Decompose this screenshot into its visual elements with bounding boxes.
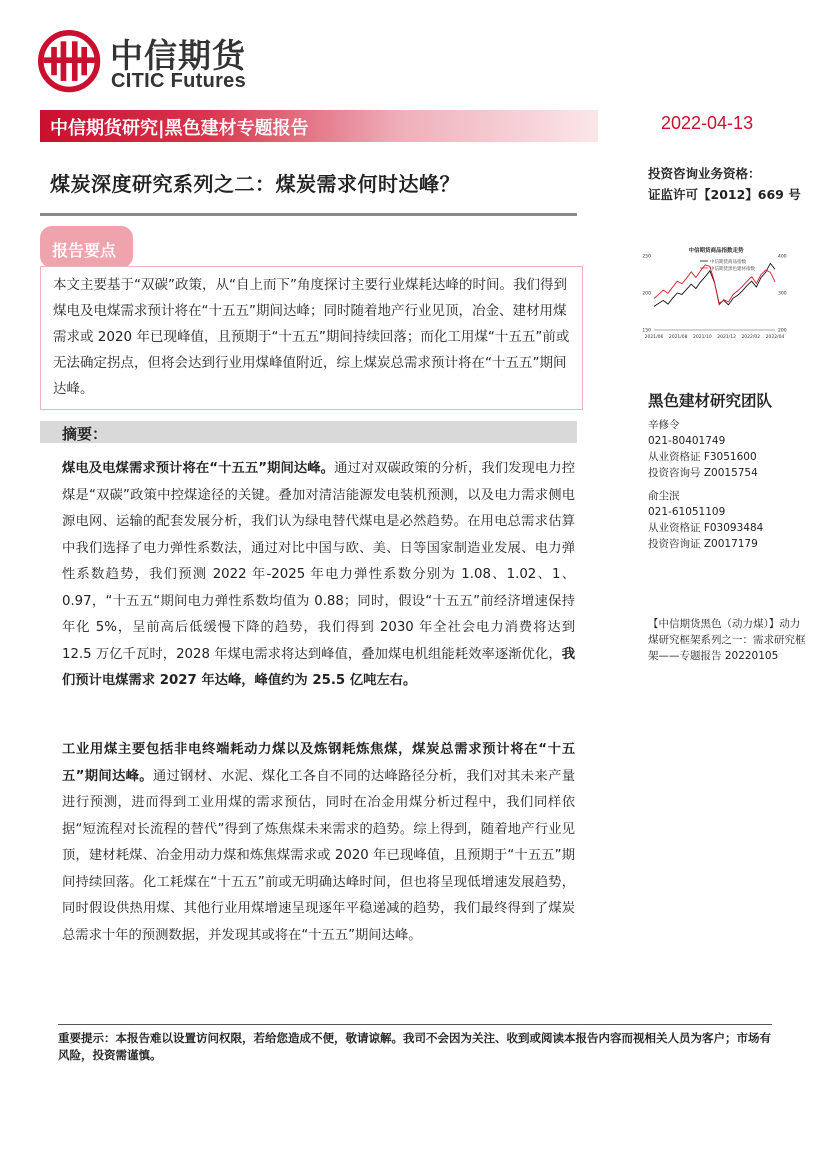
left-axis-tick-label: 200: [642, 291, 651, 297]
paragraph-1-body: 通过对双碳政策的分析，我们发现电力控煤是“双碳”政策中控煤途径的关键。叠加对清洁能源发电装机预测，以及电力需求侧电源电网、运输的配套发展分析，我们认为绿电替代煤电是必然趋势。在用电总需求估算中我们选择了电力弹性系数法，通过对比中国与欧、美、日等国家制造业发展、电力弹性系数趋势，我们预测 2022 年-2025 年电力弹性系数分别为 1.08、1.02、1、0.97，“十五五“期间电力弹性系数均值为 0.88；同时，假设“十五五”前经济增速保持年化 5%，呈前高后低缓慢下降的趋势，我们得到 2030 年全社会电力消费将达到 12.5 万亿千瓦时，2028 年煤电需求将达到峰值，叠加煤电机组能耗效率逐渐优化，: [62, 461, 576, 662]
member-advisory: 投资咨询号 Z0015754: [648, 467, 758, 479]
member-name: 俞尘泯: [648, 490, 680, 502]
paragraph-1-lead: 煤电及电煤需求预计将在“十五五”期间达峰。: [62, 461, 335, 476]
key-points-text: 本文主要基于“双碳”政策，从“自上而下”角度探讨主要行业煤耗达峰的时间。我们得到煤电及电煤需求预计将在“十五五”期间达峰；同时随着地产行业见顶，冶金、建材用煤需求或 2020 年已现峰值，且预期于“十五五”期间持续回落；而化工用煤“十五五”前或无法确定拐点，但将会达到行业用煤峰值附近，综上煤炭总需求预计将在“十五五”期间达峰。: [53, 277, 570, 397]
team-title: 黑色建材研究团队: [648, 392, 773, 410]
x-axis-tick-label: 2022/04: [765, 335, 785, 340]
paragraph-1-tail: 我们预计电煤需求 2027 年达峰，峰值约为 25.5 亿吨左右。: [62, 646, 575, 688]
brand-name-en: CITIC Futures: [111, 70, 247, 92]
x-axis-tick-label: 2021/06: [644, 335, 664, 340]
qualification-line1: 投资咨询业务资格：: [648, 166, 761, 181]
related-report-link[interactable]: 【中信期货黑色（动力煤）】动力煤研究框架系列之一：需求研究框架——专题报告 20220105: [648, 618, 806, 662]
paragraph-2-lead: 工业用煤主要包括非电终端耗动力煤以及炼钢耗炼焦煤，煤炭总需求预计将在“十五五”期间达峰。: [62, 742, 575, 784]
legend-entry-1: 中信期货商品指数: [710, 260, 746, 265]
x-axis-tick-label: 2021/12: [717, 335, 736, 340]
member-advisory: 投资咨询证 Z0017179: [648, 538, 758, 550]
left-axis-tick-label: 250: [642, 254, 651, 260]
x-axis-tick-label: 2021/10: [693, 335, 712, 340]
commodity-index-chart: [630, 238, 802, 346]
right-axis-tick-label: 200: [778, 328, 787, 334]
x-axis-tick-label: 2021/08: [668, 335, 688, 340]
member-name: 辛修令: [648, 419, 680, 431]
member-card: [648, 417, 758, 481]
abstract-header-bar: [40, 421, 577, 443]
citic-logo: [38, 30, 104, 96]
footer-divider: [58, 1024, 772, 1025]
report-title: 煤炭深度研究系列之二：煤炭需求何时达峰？: [50, 172, 460, 196]
report-date: 2022-04-13: [661, 113, 754, 133]
member-phone: 021-80401749: [648, 435, 726, 447]
right-axis-tick-label: 400: [778, 254, 787, 260]
abstract-label: 摘要：: [62, 425, 108, 443]
paragraph-2-body: 通过钢材、水泥、煤化工各自不同的达峰路径分析，我们对其未来产量进行预测，进而得到工业用煤的需求预估，同时在冶金用煤分析过程中，我们同样依据“短流程对长流程的替代”得到了炼焦煤未来需求的趋势。综上得到，随着地产行业见顶，建材耗煤、冶金用动力煤和炼焦煤需求或 2020 年已现峰值，且预期于“十五五”期间持续回落。化工耗煤在“十五五”前或无明确达峰时间，但也将呈现低增速发展趋势，同时假设供热用煤、其他行业用煤增速呈现逐年平稳递减的趋势，我们最终得到了煤炭总需求十年的预测数据，并发现其或将在“十五五”期间达峰。: [62, 768, 575, 943]
legend-entry-2: 中信期货黑色建材指数: [710, 267, 755, 272]
member-license: 从业资格证 F03093484: [648, 522, 764, 534]
x-axis-tick-label: 2022/02: [741, 335, 761, 340]
abstract-paragraph-2: [62, 737, 575, 949]
title-divider: [40, 213, 577, 216]
banner-title: 中信期货研究|黑色建材专题报告: [50, 118, 309, 139]
right-axis-tick-label: 300: [778, 291, 787, 297]
left-axis-tick-label: 150: [642, 328, 651, 334]
member-card: [648, 488, 763, 552]
abstract-paragraph-1: [62, 456, 575, 695]
chart-legend: [700, 258, 755, 272]
footer-disclaimer: 重要提示：本报告难以设置访问权限，若给您造成不便，敬请谅解。我司不会因为关注、收到或阅读本报告内容而视相关人员为客户；市场有风险，投资需谨慎。: [58, 1031, 771, 1062]
member-license: 从业资格证 F3051600: [648, 451, 757, 463]
qualification-line2: 证监许可【2012】669 号: [648, 187, 801, 202]
key-points-label: 报告要点: [52, 241, 117, 260]
member-phone: 021-61051109: [648, 506, 726, 518]
chart-title: 中信期货商品指数走势: [688, 248, 744, 254]
brand-name-cn: 中信期货: [110, 36, 246, 75]
